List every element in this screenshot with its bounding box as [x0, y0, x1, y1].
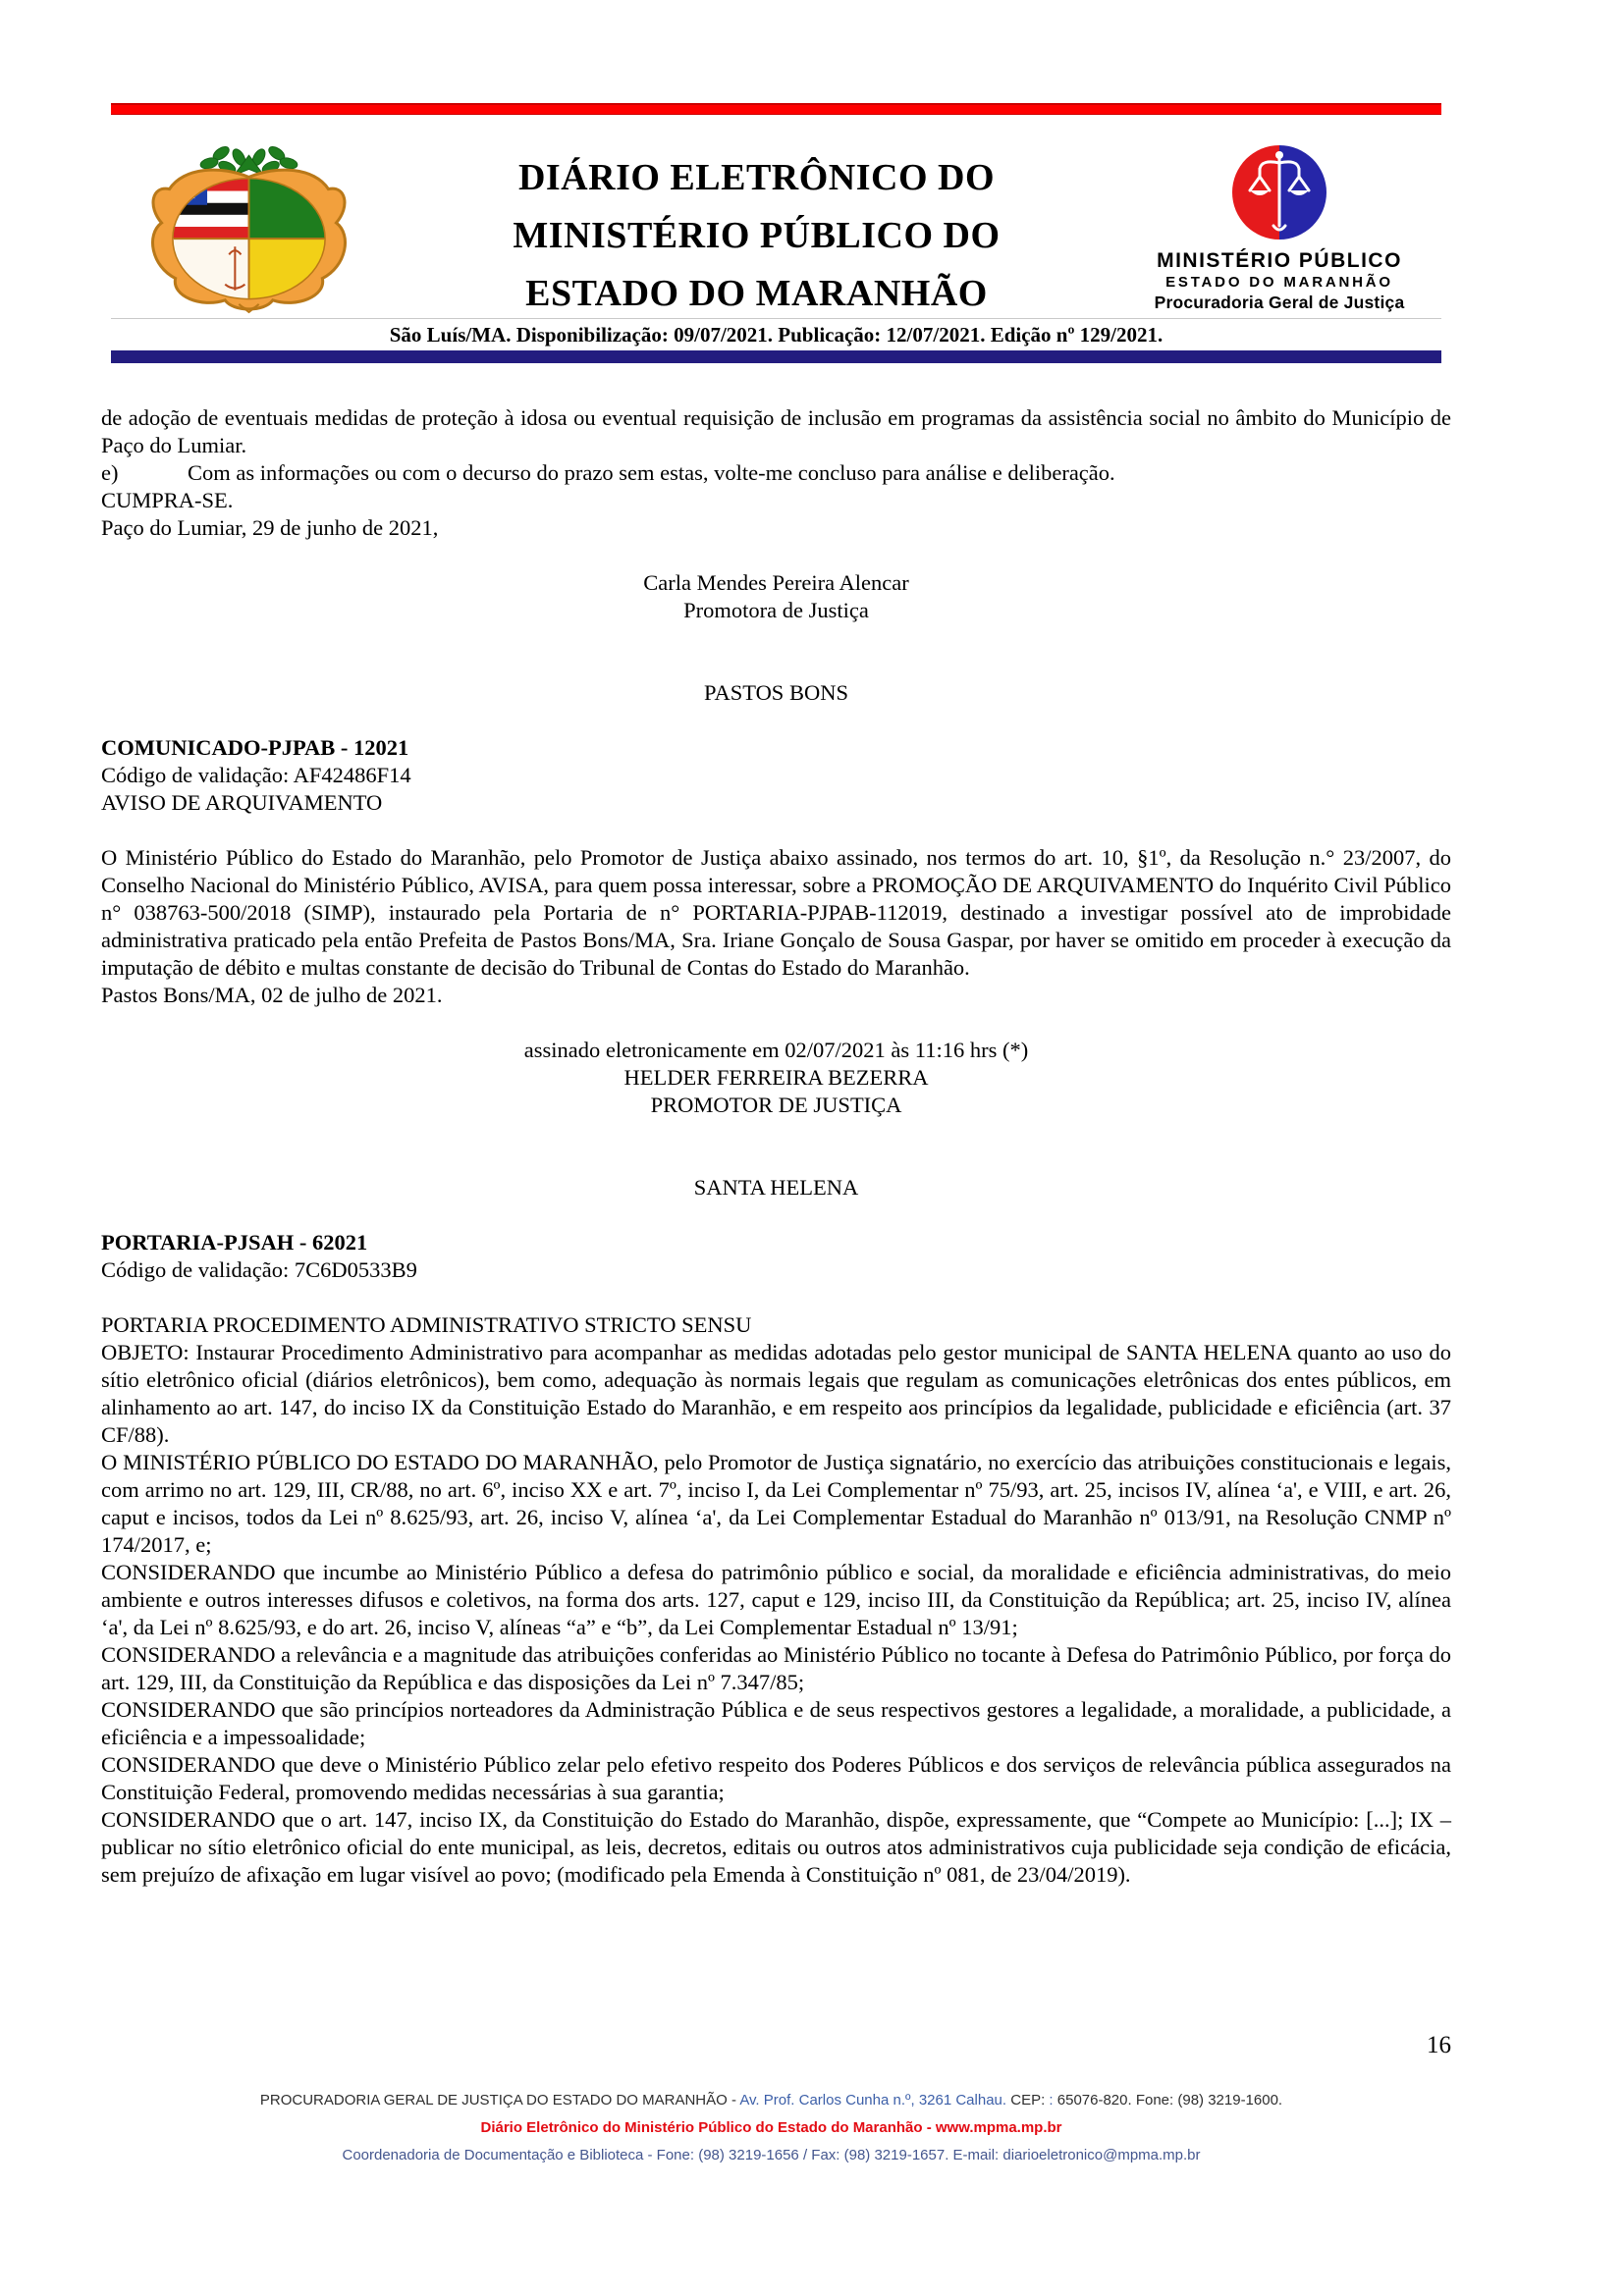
top-red-bar: [111, 103, 1441, 115]
item-e-text: Com as informações ou com o decurso do prazo sem estas, volte-me concluso para análise e deliberação.: [188, 460, 1115, 485]
considerando-paragraph: CONSIDERANDO que o art. 147, inciso IX, da Constituição do Estado do Maranhão, dispõe, expressamente, que “Compete ao Município: [...]; IX – publicar no sítio eletrônico oficial do ente municipal, as leis, decretos, editais ou outros atos administrativos cuja publicidade seja condição de eficácia, sem prejuízo de afixação em lugar visível ao povo; (modificado pela Emenda à Constituição nº 081, de 23/04/2019).: [101, 1807, 1451, 1887]
page-footer: [101, 2087, 1441, 2169]
doc-id-portaria: PORTARIA-PJSAH - 62021: [101, 1230, 368, 1255]
footer-cep-label: CEP:: [1006, 2092, 1050, 2109]
county-heading-santa-helena: SANTA HELENA: [693, 1175, 859, 1200]
spacer: [101, 1119, 1451, 1174]
portaria-title: PORTARIA PROCEDIMENTO ADMINISTRATIVO STRICTO SENSU: [101, 1312, 752, 1337]
edition-date-bar: [111, 318, 1441, 351]
signature-name: Carla Mendes Pereira Alencar: [643, 570, 909, 595]
considerando-paragraph: CONSIDERANDO que deve o Ministério Público zelar pelo efetivo respeito dos Poderes Públicos e dos serviços de relevância pública assegurados na Constituição Federal, promovendo medidas necessárias à sua garantia;: [101, 1752, 1451, 1804]
justice-scales-icon: [1230, 143, 1328, 241]
edition-date-text: São Luís/MA. Disponibilização: 09/07/2021. Publicação: 12/07/2021. Edição nº 129/2021.: [389, 322, 1164, 347]
footer-contact-line: Coordenadoria de Documentação e Biblioteca - Fone: (98) 3219-1656 / Fax: (98) 3219-1657. E-mail: diarioeletronico@mpma.mp.br: [342, 2147, 1201, 2163]
spacer: [101, 1009, 1451, 1037]
spacer: [101, 817, 1451, 844]
page-number: 16: [1427, 2032, 1451, 2058]
spacer: [101, 542, 1451, 569]
preambulo-paragraph: O MINISTÉRIO PÚBLICO DO ESTADO DO MARANHÃO, pelo Promotor de Justiça signatário, no exercício das atribuições constitucionais e legais, com arrimo no art. 129, III, CR/88, no art. 6º, inciso XX e art. 7º, inciso I, da Lei Complementar nº 75/93, art. 25, incisos IV, alínea ‘a', e VIII, e art. 26, caput e incisos, todos da Lei nº 8.625/93, art. 26, inciso V, alínea ‘a', da Lei Complementar Estadual do Maranhão nº 013/91, na Resolução CNMP nº 174/2017, e;: [101, 1450, 1451, 1557]
footer-org-name: PROCURADORIA GERAL DE JUSTIÇA DO ESTADO DO MARANHÃO -: [259, 2092, 740, 2109]
mp-logo: [1117, 133, 1441, 313]
spacer: [101, 1201, 1451, 1229]
paco-lumiar-date-line: Paço do Lumiar, 29 de junho de 2021,: [101, 515, 439, 540]
masthead: [101, 133, 1441, 323]
footer-cep-colon: :: [1049, 2092, 1054, 2109]
maranhao-coat-of-arms-icon: [101, 133, 396, 314]
spacer: [101, 1284, 1451, 1311]
county-heading-pastos-bons: PASTOS BONS: [704, 680, 848, 705]
considerando-paragraph: CONSIDERANDO a relevância e a magnitude das atribuições conferidas ao Ministério Público no tocante à Defesa do Patrimônio Público, por força do art. 129, III, da Constituição da República e das disposições da Lei nº 7.347/85;: [101, 1642, 1451, 1694]
mp-logo-caption-3: Procuradoria Geral de Justiça: [1154, 293, 1405, 312]
objeto-paragraph: OBJETO: Instaurar Procedimento Administrativo para acompanhar as medidas adotadas pelo gestor municipal de SANTA HELENA quanto ao uso do sítio eletrônico oficial (diários eletrônicos), bem como, adequação às normais legais que regulam as comunicações eletrônicas dos entes públicos, em alinhamento ao art. 147, do inciso IX da Constituição Estado do Maranhão, e em respeito aos princípios da legalidade, publicidade e eficiência (art. 37 CF/88).: [101, 1340, 1451, 1447]
doc-type: AVISO DE ARQUIVAMENTO: [101, 790, 383, 815]
page-title: [396, 133, 1117, 323]
footer-cep-phone: 65076-820. Fone: (98) 3219-1600.: [1053, 2092, 1283, 2109]
paragraph-continuation: de adoção de eventuais medidas de proteção à idosa ou eventual requisição de inclusão em programas da assistência social no âmbito do Município de Paço do Lumiar.: [101, 405, 1451, 457]
considerando-paragraph: CONSIDERANDO que incumbe ao Ministério Público a defesa do patrimônio público e social, da moralidade e eficiência administrativas, do meio ambiente e outros interesses difusos e coletivos, na forma dos arts. 127, caput e 129, inciso III, da Constituição da República; art. 25, inciso IV, alínea ‘a', da Lei nº 8.625/93, e do art. 26, inciso V, alíneas “a” e “b”, da Lei Complementar Estadual nº 13/91;: [101, 1560, 1451, 1639]
doc-id-comunicado: COMUNICADO-PJPAB - 12021: [101, 735, 409, 760]
mp-logo-caption-1: MINISTÉRIO PÚBLICO: [1157, 249, 1402, 272]
mp-logo-caption-2: ESTADO DO MARANHÃO: [1165, 274, 1393, 291]
navy-divider-bar: [111, 350, 1441, 363]
item-e-label: e): [101, 460, 119, 485]
validation-code: Código de validação: AF42486F14: [101, 763, 411, 787]
page-title-line1: DIÁRIO ELETRÔNICO DO: [517, 157, 996, 198]
validation-code: Código de validação: 7C6D0533B9: [101, 1257, 417, 1282]
page-title-line2: MINISTÉRIO PÚBLICO DO: [513, 215, 1001, 256]
signature-role: Promotora de Justiça: [683, 598, 869, 622]
document-body: [101, 404, 1451, 1889]
footer-street-address: Av. Prof. Carlos Cunha n.º, 3261 Calhau.: [739, 2092, 1007, 2109]
signed-electronically-line: assinado eletronicamente em 02/07/2021 às 11:16 hrs (*): [523, 1038, 1029, 1062]
pastos-bons-date-line: Pastos Bons/MA, 02 de julho de 2021.: [101, 983, 443, 1007]
footer-diario-line: Diário Eletrônico do Ministério Público do Estado do Maranhão - www.mpma.mp.br: [480, 2119, 1062, 2136]
considerando-paragraph: CONSIDERANDO que são princípios norteadores da Administração Pública e de seus respectivos gestores a legalidade, a moralidade, a publicidade, a eficiência e a impessoalidade;: [101, 1697, 1451, 1749]
pastos-bons-body: O Ministério Público do Estado do Maranhão, pelo Promotor de Justiça abaixo assinado, nos termos do art. 10, §1º, da Resolução n.° 23/2007, do Conselho Nacional do Ministério Público, AVISA, para quem possa interessar, sobre a PROMOÇÃO DE ARQUIVAMENTO do Inquérito Civil Público n° 038763-500/2018 (SIMP), instaurado pela Portaria de n° PORTARIA-PJPAB-112019, destinado a investigar possível ato de improbidade administrativa praticado pela então Prefeita de Pastos Bons/MA, Sra. Iriane Gonçalo de Sousa Gaspar, por haver se omitido em proceder à execução da imputação de débito e multas constante de decisão do Tribunal de Contas do Estado do Maranhão.: [101, 845, 1451, 980]
signature-role: PROMOTOR DE JUSTIÇA: [650, 1093, 902, 1117]
item-e-line: [101, 459, 1451, 487]
footer-address-line: [101, 2087, 1441, 2114]
cumpra-se-line: CUMPRA-SE.: [101, 488, 234, 512]
spacer: [101, 707, 1451, 734]
signature-name: HELDER FERREIRA BEZERRA: [623, 1065, 929, 1090]
page-title-line3: ESTADO DO MARANHÃO: [525, 273, 988, 314]
spacer: [101, 624, 1451, 679]
